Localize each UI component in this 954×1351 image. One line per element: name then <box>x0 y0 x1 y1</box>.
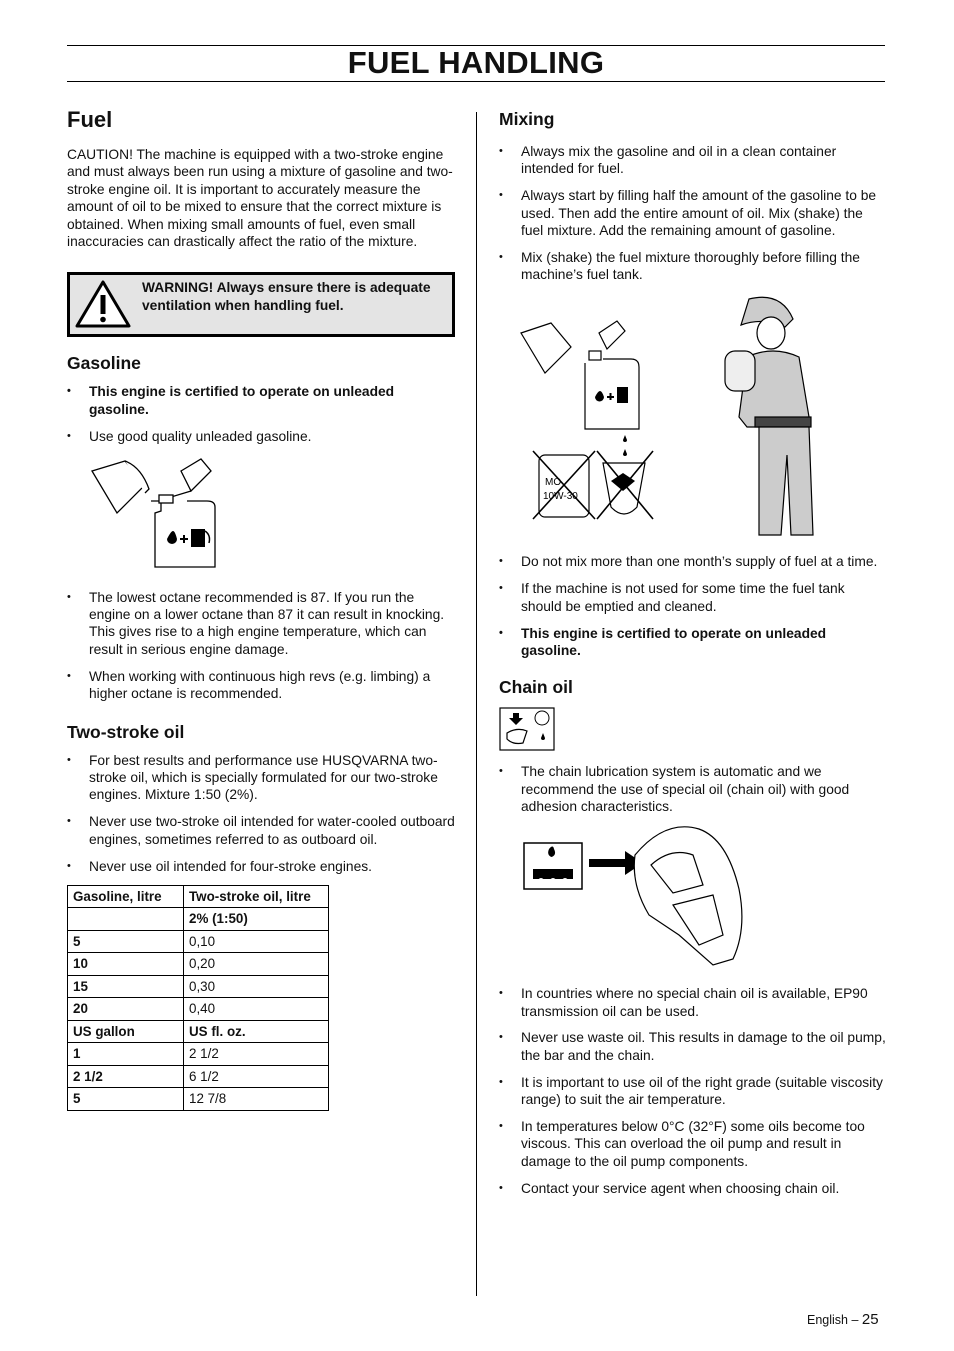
two-stroke-oil-list <box>67 752 455 875</box>
table-cell: 0,40 <box>184 998 329 1021</box>
table-cell: 0,10 <box>184 930 329 953</box>
list-item: • Contact your service agent when choosing chain oil. <box>499 1180 887 1197</box>
table-row <box>68 975 329 998</box>
list-item: • When working with continuous high revs (e.g. limbing) a higher octane is recommended. <box>67 668 455 703</box>
list-item: • Always mix the gasoline and oil in a clean container intended for fuel. <box>499 143 887 178</box>
table-cell: US gallon <box>68 1020 184 1043</box>
table-header-cell: Two-stroke oil, litre <box>184 885 329 908</box>
header-rule-bottom <box>67 81 885 82</box>
mixing-shaking-illustration <box>519 293 839 537</box>
chain-oil-symbol-icon <box>499 707 555 751</box>
list-item: • The chain lubrication system is automatic and we recommend the use of special oil (chain oil) with good adhesion characteristics. <box>499 763 887 815</box>
list-item: • Mix (shake) the fuel mixture thoroughly before filling the machine’s fuel tank. <box>499 249 887 284</box>
table-row <box>68 1088 329 1111</box>
list-item: • Do not mix more than one month’s supply of fuel at a time. <box>499 553 887 570</box>
list-item: • Use good quality unleaded gasoline. <box>67 428 455 445</box>
warning-box <box>67 272 455 337</box>
warning-text: WARNING! Always ensure there is adequate ventilation when handling fuel. <box>142 280 431 313</box>
table-cell: 0,20 <box>184 953 329 976</box>
table-cell: 2 1/2 <box>184 1043 329 1066</box>
two-stroke-oil-heading: Two-stroke oil <box>67 721 185 742</box>
svg-text:MO: MO <box>545 477 562 489</box>
list-item: • The lowest octane recommended is 87. If you run the engine on a lower octane than 87 it can result in knocking. This gives rise to a high engine temperature, which can result in serious engine damage. <box>67 589 455 659</box>
table-subheader-row <box>68 908 329 931</box>
list-item: • In countries where no special chain oil is available, EP90 transmission oil can be used. <box>499 985 887 1020</box>
table-cell: 5 <box>68 1088 184 1111</box>
warning-triangle-icon <box>74 279 132 329</box>
list-item: • Never use oil intended for four-stroke engines. <box>67 858 455 875</box>
table-header-row <box>68 885 329 908</box>
table-row <box>68 1020 329 1043</box>
table-cell: 6 1/2 <box>184 1065 329 1088</box>
table-cell: 15 <box>68 975 184 998</box>
list-item: • This engine is certified to operate on unleaded gasoline. <box>67 383 455 418</box>
chainsaw-oil-tank-illustration <box>523 825 763 967</box>
list-item: • If the machine is not used for some time the fuel tank should be emptied and cleaned. <box>499 580 887 615</box>
table-row <box>68 930 329 953</box>
table-row <box>68 1043 329 1066</box>
table-cell: 20 <box>68 998 184 1021</box>
table-header-cell: Gasoline, litre <box>68 885 184 908</box>
mixing-ratio-table <box>67 885 329 1111</box>
mixing-list <box>499 143 887 284</box>
left-column <box>67 106 455 1111</box>
mixing-heading: Mixing <box>499 109 555 129</box>
column-divider <box>476 112 477 1296</box>
list-item: • For best results and performance use HUSQVARNA two-stroke oil, which is specially formulated for our two-stroke engines. Mixture 1:50 (2%). <box>67 752 455 804</box>
list-item: • Never use waste oil. This results in damage to the oil pump, the bar and the chain. <box>499 1029 887 1064</box>
footer-language: English <box>807 1313 848 1327</box>
page-title: FUEL HANDLING <box>347 45 605 80</box>
chain-oil-list-continued <box>499 985 887 1197</box>
list-item: • This engine is certified to operate on unleaded gasoline. <box>499 625 887 660</box>
fuel-heading: Fuel <box>67 107 113 132</box>
page-number: 25 <box>861 1311 879 1328</box>
table-subheader-cell: 2% (1:50) <box>184 908 329 931</box>
table-cell <box>68 908 184 931</box>
fuel-mixing-can-illustration <box>87 455 227 575</box>
table-cell: 5 <box>68 930 184 953</box>
caution-text: CAUTION! The machine is equipped with a two-stroke engine and must always been run using a mixture of gasoline and two-stroke engine oil. It is important to accurately measure the amount of oil to be mixed to ensure that the correct mixture is obtained. When mixing small amounts of fuel, even small inaccuracies can drastically affect the ratio of the mixture. <box>67 147 453 250</box>
mixing-list-continued <box>499 553 887 659</box>
table-cell: US fl. oz. <box>184 1020 329 1043</box>
table-cell: 12 7/8 <box>184 1088 329 1111</box>
table-row <box>68 998 329 1021</box>
right-column <box>499 106 887 1207</box>
table-cell: 0,30 <box>184 975 329 998</box>
list-item: • In temperatures below 0°C (32°F) some oils become too viscous. This can overload the oil pump and result in damage to the oil pump components. <box>499 1118 887 1170</box>
gasoline-list-continued <box>67 589 455 703</box>
table-row <box>68 1065 329 1088</box>
list-item: • Never use two-stroke oil intended for water-cooled outboard engines, sometimes referred to as outboard oil. <box>67 813 455 848</box>
table-cell: 10 <box>68 953 184 976</box>
gasoline-heading: Gasoline <box>67 353 141 374</box>
chain-oil-heading: Chain oil <box>499 677 573 698</box>
table-cell: 2 1/2 <box>68 1065 184 1088</box>
chain-oil-list <box>499 763 887 815</box>
footer-dash: – <box>851 1313 859 1327</box>
gasoline-list <box>67 383 455 445</box>
list-item: • Always start by filling half the amount of the gasoline to be used. Then add the entire amount of oil. Mix (shake) the fuel mixture. Add the remaining amount of gasoline. <box>499 187 887 239</box>
svg-text:10W-30: 10W-30 <box>543 491 578 503</box>
table-cell: 1 <box>68 1043 184 1066</box>
list-item: • It is important to use oil of the right grade (suitable viscosity range) to suit the air temperature. <box>499 1074 887 1109</box>
page-footer <box>807 1311 879 1328</box>
table-row <box>68 953 329 976</box>
